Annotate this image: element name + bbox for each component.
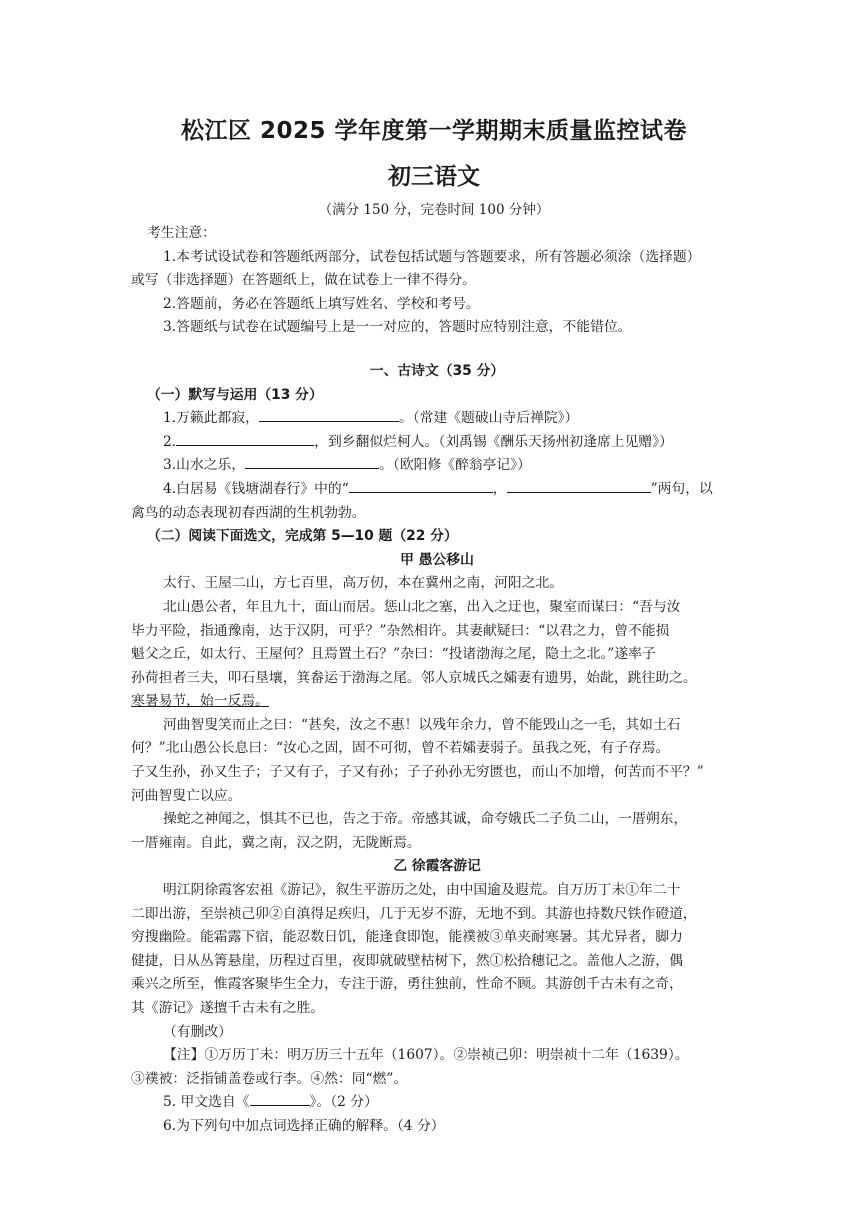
passage-b-title: 乙 徐霞客游记 xyxy=(393,858,481,875)
passage-a-line: 孙荷担者三夫，叩石垦壤，箕畚运于渤海之尾。邻人京城氏之孀妻有遗男，始龀，跳往助之。 xyxy=(131,669,697,686)
question-5 xyxy=(131,1091,743,1115)
question-4-comma: ， xyxy=(492,480,507,497)
exam-title: 松江区 2025 学年度第一学期期末质量监控试卷 xyxy=(180,118,688,144)
answer-blank xyxy=(245,454,379,469)
passage-a-line: 太行、王屋二山，方七百里，高万仞，本在冀州之南，河阳之北。 xyxy=(163,575,564,592)
passage-a-line: 何？”北山愚公长息曰：“汝心之固，固不可彻，曾不若孀妻弱子。虽我之死，有子存焉。 xyxy=(131,740,670,757)
section-1-heading: 一、古诗文（35 分） xyxy=(369,362,505,379)
passage-a-line: 河曲智叟笑而止之曰：“甚矣，汝之不惠！以残年余力，曾不能毁山之一毛，其如土石 xyxy=(163,716,681,733)
passage-a-line: 一厝雍南。自此，冀之南，汉之阴，无陇断焉。 xyxy=(131,834,421,851)
question-3 xyxy=(131,454,743,478)
notice-item-2: 2.答题前，务必在答题纸上填写姓名、学校和考号。 xyxy=(163,295,480,312)
exam-body xyxy=(131,222,743,1139)
passage-b-line: 穷搜幽险。能霜露下宿，能忍数日饥，能逢食即饱，能襆被③单夹耐寒暑。其尤异者，脚力 xyxy=(131,929,683,946)
question-4 xyxy=(131,478,743,502)
question-3-source: 。（欧阳修《醉翁亭记》） xyxy=(379,457,531,474)
question-5-prefix: 5. 甲文选自《 xyxy=(163,1094,250,1111)
question-2-source: ，到乡翻似烂柯人。（刘禹锡《酬乐天扬州初逢席上见赠》） xyxy=(314,433,673,450)
passage-a-line: 子又生孙，孙又生子；子又有子，子又有孙；子子孙孙无穷匮也，而山不加增，何苦而不平？” xyxy=(131,764,704,781)
answer-blank xyxy=(507,478,651,493)
question-2-prefix: 2. xyxy=(163,433,177,450)
question-4-cont: 禽鸟的动态表现初春西湖的生机勃勃。 xyxy=(131,504,366,521)
passage-b-line: 乘兴之所至，惟霞客聚毕生全力，专注于游，勇往独前，性命不顾。其游创千古未有之奇， xyxy=(131,976,683,993)
exam-subject: 初三语文 xyxy=(388,164,480,190)
answer-blank xyxy=(259,407,399,422)
passage-b-note-1: 【注】①万历丁未：明万历三十五年（1607）。②崇祯己卯：明崇祯十二年（1639）。 xyxy=(163,1047,689,1064)
passage-a-line: 操蛇之神闻之，惧其不已也，告之于帝。帝感其诚，命夸娥氏二子负二山，一厝朔东， xyxy=(163,811,688,828)
passage-b-line: 明江阴徐霞客宏祖《游记》，叙生平游历之处，由中国逾及遐荒。自万历丁未①年二十 xyxy=(163,882,681,899)
answer-blank xyxy=(176,431,314,446)
part-2-heading: （二）阅读下面选文，完成第 5—10 题（22 分） xyxy=(147,528,458,545)
question-4-prefix: 4.白居易《钱塘湖春行》中的“ xyxy=(163,480,349,497)
answer-blank xyxy=(250,1091,310,1106)
question-5-suffix: 》。（2 分） xyxy=(309,1094,378,1111)
passage-a-line: 河曲智叟亡以应。 xyxy=(131,787,242,804)
exam-scoring-note: （满分 150 分，完卷时间 100 分钟） xyxy=(318,202,550,218)
notice-item-3: 3.答题纸与试卷在试题编号上是一一对应的，答题时应特别注意，不能错位。 xyxy=(163,319,632,336)
notice-item-1a: 1.本考试设试卷和答题纸两部分，试卷包括试题与答题要求，所有答题必须涂（选择题） xyxy=(163,248,701,265)
part-1-heading: （一）默写与运用（13 分） xyxy=(147,386,323,403)
notice-item-1b: 或写（非选择题）在答题纸上，做在试卷上一律不得分。 xyxy=(131,272,476,289)
question-1 xyxy=(131,407,743,431)
answer-blank xyxy=(349,478,493,493)
question-4-suffix: ”两句，以 xyxy=(650,480,713,497)
passage-b-source: （有删改） xyxy=(163,1023,232,1040)
passage-b-line: 二即出游，至崇祯己卯②自滇得足疾归，几于无岁不游，无地不到。其游也持数尺铁作磴道， xyxy=(131,905,697,922)
question-3-prefix: 3.山水之乐， xyxy=(163,457,246,474)
passage-a-title: 甲 愚公移山 xyxy=(400,551,474,568)
passage-a-line: 魁父之丘，如太行、王屋何？且焉置土石？”杂曰：“投诸渤海之尾，隐土之北。”遂率子 xyxy=(131,646,656,663)
question-2 xyxy=(131,431,743,455)
question-1-prefix: 1.万籁此都寂， xyxy=(163,410,259,427)
passage-b-line: 健捷，日从丛箐悬崖，历程过百里，夜即就破壁枯树下，然①松拾穗记之。盖他人之游，偶 xyxy=(131,952,683,969)
question-1-source: 。（常建《题破山寺后禅院》） xyxy=(398,410,579,427)
passage-a-line: 北山愚公者，年且九十，面山而居。惩山北之塞，出入之迂也，聚室而谋曰：“吾与汝 xyxy=(163,598,681,615)
notice-heading: 考生注意： xyxy=(147,225,216,241)
passage-b-line: 其《游记》遂擅千古未有之胜。 xyxy=(131,1000,325,1016)
passage-b-note-2: ③襆被：泛指铺盖卷或行李。④然：同“燃”。 xyxy=(131,1070,408,1087)
passage-a-line: 毕力平险，指通豫南，达于汉阴，可乎？”杂然相许。其妻献疑曰：“以君之力，曾不能损 xyxy=(131,622,670,639)
question-6: 6.为下列句中加点词选择正确的解释。（4 分） xyxy=(163,1117,445,1134)
passage-a-underlined-sentence: 寒暑易节，始一反焉。 xyxy=(131,693,269,710)
